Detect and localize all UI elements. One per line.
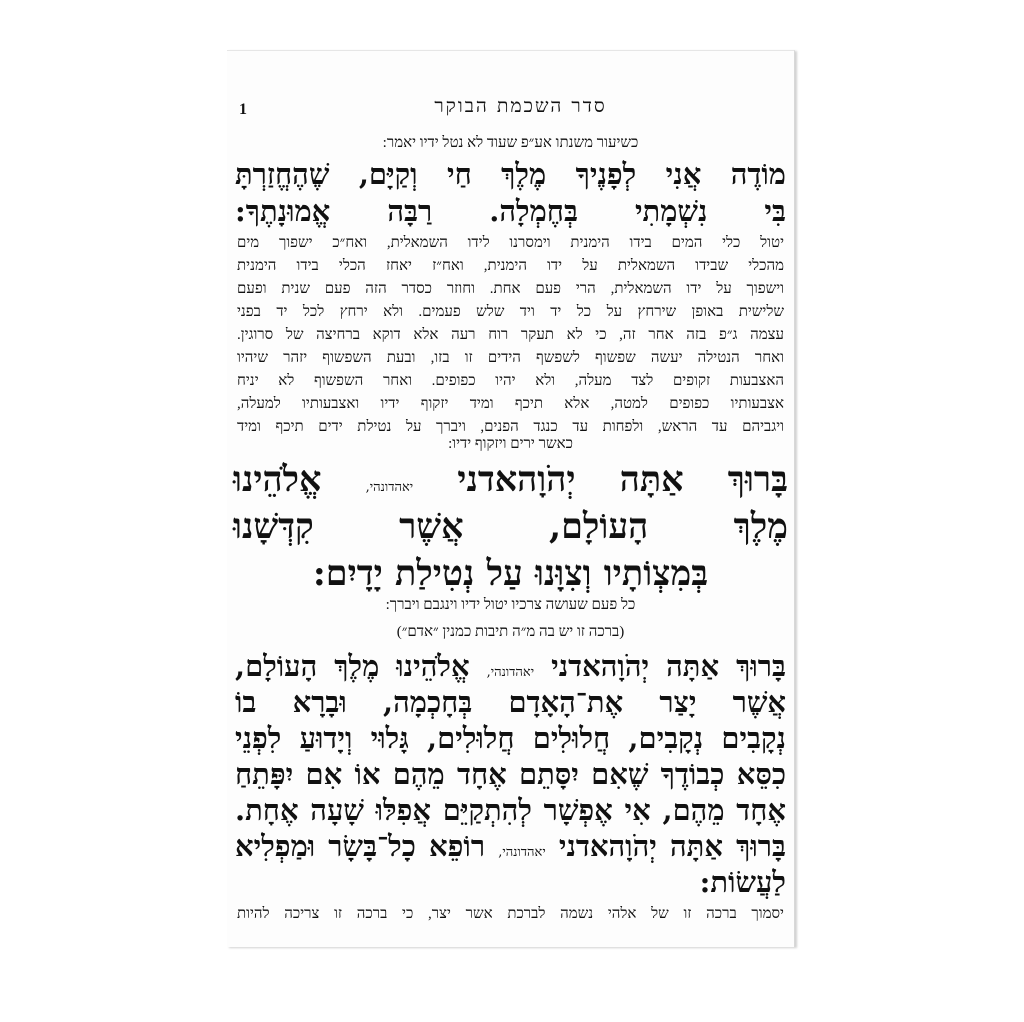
asher-yatzar-note: (ברכה זו יש בה מ״ה תיבות כמנין ״אדם״): [396, 624, 625, 640]
raise-hands-instruction: כאשר ירים ויזקוף ידיו:: [448, 436, 573, 452]
blessing-opening: בָּרוּךְ אַתָּה יְהֹוָהאדני: [457, 459, 788, 500]
blessing-opening: בָּרוּךְ אַתָּה יְהֹוָהאדני: [558, 829, 786, 863]
instruction-line: ואחר הנטילה יעשה שפשוף לשפשף הידים זו בזו, ובעת השפשוף יזהר שיהיו: [237, 350, 784, 366]
blessing-continuation: אֱלֹהֵינוּ: [233, 459, 322, 500]
page-header-title: סדר השכמת הבוקר: [434, 95, 607, 117]
asher-yatzar-line-1: [227, 649, 794, 684]
asher-yatzar-line-4: כִסֵּא כְבוֹדֶךָ שֶׁאִם יִסָּתֵם אֶחָד מֵהֶם אוֹ אִם יִפָּתֵחַ: [235, 757, 786, 791]
instruction-line: שלישית באופן שירחץ על כל יד ויד שלש פעמים. ולא ירחץ לכל יד בפני: [237, 304, 784, 320]
asher-yatzar-line-5: אֶחָד מֵהֶם, אִי אֶפְשָׁר לְהִתְקַיֵּם אֲפִלּוּ שָׁעָה אֶחָת.: [235, 793, 786, 827]
netilat-yadayim-line-1: [227, 459, 794, 500]
instruction-line: יטול כלי המים בידו הימנית וימסרנו לידו השמאלית, ואח״כ ישפוך מים: [237, 235, 784, 251]
instruction-line: מהכלי שבידו השמאלית על ידו הימנית, ואח״ז יאחז הכלי בידו הימנית: [237, 258, 784, 274]
modeh-ani-line-2: בִּי נִשְׁמָתִי בְּחֶמְלָה. רַבָּה אֱמוּנָתֶךָ:: [235, 194, 786, 228]
modeh-ani-line-1: מוֹדֶה אֲנִי לְפָנֶיךָ מֶלֶךְ חַי וְקַיָּם, שֶׁהֶחֱזַרְתָּ: [235, 157, 786, 191]
netilat-yadayim-line-3: בְּמִצְוֹתָיו וְצִוָּנוּ עַל נְטִילַת יָדָיִם:: [312, 553, 709, 594]
divine-name-annotation: יאהדונהי,: [486, 665, 535, 680]
intro-instruction: כשיעור משנתו אע״פ שעוד לא נטל ידיו יאמר:: [382, 135, 639, 151]
prayer-book-page: [227, 50, 795, 947]
footer-instruction: יסמוך ברכה זו של אלהי נשמה לברכת אשר יצר, כי ברכה זו צריכה להיות: [237, 906, 784, 922]
instruction-line: האצבעות זקופים לצד מעלה, ולא יהיו כפופים. ואחר השפשוף לא יניח: [237, 373, 784, 389]
netilat-yadayim-line-2: מֶלֶךְ הָעוֹלָם, אֲשֶׁר קִדְּשָׁנוּ: [233, 506, 788, 547]
instruction-line: אצבעותיו כפופים למטה, אלא תיכף ומיד יזקוף ידיו ואצבעותיו למעלה,: [237, 396, 784, 412]
asher-yatzar-line-6: [227, 829, 794, 864]
divine-name-annotation: יאהדונהי,: [365, 480, 414, 495]
blessing-continuation: אֱלֹהֵינוּ מֶלֶךְ הָעוֹלָם,: [235, 649, 470, 683]
instruction-line: ויגביהם עד הראש, ולפחות עד כנגד הפנים, ויברך על נטילת ידים תיכף ומיד: [237, 419, 784, 435]
asher-yatzar-line-3: נְקָבִים נְקָבִים, חֲלוּלִים חֲלוּלִים, גָּלוּי וְיָדוּעַ לִפְנֵי: [235, 721, 786, 755]
divine-name-annotation: יאהדונהי,: [498, 845, 546, 860]
asher-yatzar-line-7: לַעֲשׂוֹת:: [699, 865, 786, 899]
asher-yatzar-instruction: כל פעם שעושה צרכיו יטול ידיו וינגבם ויברך:: [385, 597, 636, 613]
instruction-line: וישפוך על ידו השמאלית, הרי פעם אחת. וחוזר כסדר הזה פעם שנית ופעם: [237, 281, 784, 297]
asher-yatzar-line-2: אֲשֶׁר יָצַר אֶת־הָאָדָם בְּחָכְמָה, וּבָרָא בוֹ: [235, 685, 786, 719]
blessing-opening: בָּרוּךְ אַתָּה יְהֹוָהאדני: [551, 649, 786, 683]
blessing-continuation: רוֹפֵא כָל־בָּשָׂר וּמַפְלִיא: [235, 829, 486, 863]
page-number: 1: [239, 101, 247, 118]
instruction-line: עצמה ג״פ בזה אחר זה, כי לא תעקר רוח רעה אלא דוקא ברחיצה של סרוגין.: [237, 327, 784, 343]
